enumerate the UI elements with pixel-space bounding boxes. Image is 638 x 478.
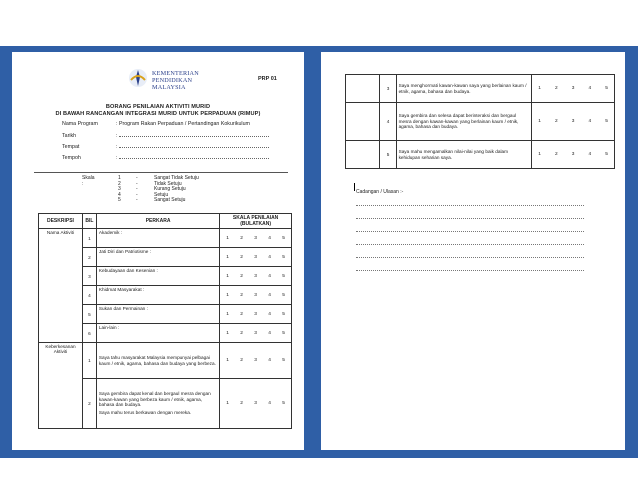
rating-scale[interactable] [220,324,292,343]
evaluation-table: DESKRIPSI BIL PERKARA SKALA PENILAIAN (BULATKAN) Nama Aktiviti 1 Akademik : 1 2 3 4 5 2 Jati Diri dan Patriotisme : 1 2 3 4 5 3 Kebudayaan dan Kesenian : 1 2 3 4 5 4 Khidmat Masyarakat : 1 2 3 4 5 5 Sukan dan Permainan : 1 2 3 4 5 6 Lain-lain : 1 2 3 4 5 Keberkesanan Aktiviti 1 Saya tahu masyarakat Malaysia mempunyai pelbagai kaum / etnik, agama, bahasa dan budaya yang berbeza. 1 2 3 4 5 2 Saya gembira dapat kenal dan bergaul mesra dengan kawan-kawan yang berbeza kaum / etnik, agama, bahasa dan budaya. Saya mahu terus berkawan dengan mereka. 1 2 3 4 5 [38,213,292,429]
comment-line[interactable] [356,244,584,245]
rating-option[interactable]: 2 [240,273,243,279]
perkara-cell: Akademik : [96,229,219,248]
rating-option[interactable]: 5 [282,358,285,363]
rating-scale[interactable] [532,103,615,141]
rating-option[interactable]: 3 [571,152,575,157]
bil-cell: 3 [82,267,96,286]
rating-option[interactable]: 5 [282,311,285,317]
page-2 [321,52,625,450]
rating-option[interactable]: 4 [268,311,271,317]
rating-option[interactable]: 5 [282,330,285,336]
page-1: KEMENTERIAN PENDIDIKAN MALAYSIA PRP 01 BORANG PENILAIAN AKTIVITI MURID DI BAWAH RANCANGAN INTEGRASI MURID UNTUK PERPADUAN (RIMUP) Nama Program : Program Rakan Perpaduan / Pertandingan Kokurikulum Tarikh : Tempat : Tempoh : Skala : 1 - Sangat Tidak Setuju 2 - Tidak Setuju 3 - Kurang Setuju 4 - Setuju 5 - Sangat Setuju DESKRIPSI BIL PERKARA SKALA PENILAIAN (BULATKAN) Nama Aktiviti 1 Akademik : 1 2 3 4 5 2 Jati Diri dan Patriotisme : 1 2 3 4 5 3 Kebudayaan dan Kesenian : 1 2 3 4 5 4 Khidmat Masyarakat : 1 2 3 4 5 5 Sukan dan Permainan : 1 2 3 4 5 6 Lain-lain : 1 2 3 4 5 Keberkesanan Aktiviti 1 Saya tahu masyarakat Malaysia mempunyai pelbagai kaum / etnik, agama, bahasa dan budaya yang berbeza. 1 2 3 4 5 2 Saya gembira dapat kenal dan bergaul mesra dengan kawan-kawan yang berbeza kaum / etnik, agama, bahasa dan budaya. Saya mahu terus berkawan dengan mereka. 1 2 3 4 5 [12,52,304,450]
rating-option[interactable]: 5 [282,273,285,279]
rating-option[interactable]: 3 [254,235,257,241]
rating-option[interactable]: 3 [571,86,575,91]
description-cell [346,141,380,169]
bil-cell: 5 [380,141,396,169]
rating-option[interactable]: 4 [268,254,271,260]
rating-option[interactable]: 2 [240,330,243,336]
rating-option[interactable]: 2 [240,235,243,241]
perkara-text: Saya mahu terus berkawan dengan mereka. [98,410,192,416]
form-subtitle: DI BAWAH RANCANGAN INTEGRASI MURID UNTUK PERPADUAN (RIMUP) [55,111,261,117]
description-cell [346,103,380,141]
rating-option[interactable]: 4 [268,235,271,241]
rating-option[interactable]: 3 [254,358,257,363]
rating-option[interactable]: 2 [240,401,243,406]
rating-option[interactable]: 5 [282,235,285,241]
rating-option[interactable]: 1 [226,235,229,241]
perkara-cell [96,379,219,429]
cadangan-label: Cadangan / Ulasan :- [356,189,404,195]
bil-cell: 6 [82,324,96,343]
evaluation-table-continued [345,74,615,169]
rating-option[interactable]: 1 [226,292,229,298]
perkara-cell: Khidmat Masyarakat : [96,286,219,305]
description-cell: Nama Aktiviti [39,229,83,343]
perkara-cell: Kebudayaan dan Kesenian : [96,267,219,286]
rating-option[interactable]: 3 [254,401,257,406]
field-nama-program: Nama Program : Program Rakan Perpaduan / Pertandingan Kokurikulum [62,121,250,127]
rating-option[interactable]: 4 [268,401,271,406]
rating-option[interactable]: 3 [254,292,257,298]
rating-option[interactable]: 5 [282,292,285,298]
rating-option[interactable]: 2 [554,119,558,124]
rating-option[interactable]: 2 [554,152,558,157]
perkara-cell: Sukan dan Permainan : [96,305,219,324]
rating-option[interactable]: 4 [268,330,271,336]
rating-scale[interactable] [220,248,292,267]
rating-option[interactable]: 1 [226,401,229,406]
rating-option[interactable]: 4 [588,119,592,124]
divider [34,172,288,173]
table-row [346,141,615,169]
perkara-cell: Lain-lain : [96,324,219,343]
rating-option[interactable]: 5 [605,86,608,91]
table-row [346,75,615,103]
bil-cell: 2 [82,379,96,429]
rating-option[interactable]: 4 [268,273,271,279]
rating-option[interactable]: 2 [240,358,243,363]
rating-option[interactable]: 1 [538,119,541,124]
bil-cell: 4 [380,103,396,141]
bil-cell: 4 [82,286,96,305]
text-cursor [354,183,355,191]
bil-cell: 5 [82,305,96,324]
rating-option[interactable]: 4 [588,86,592,91]
perkara-cell: Jati Diri dan Patriotisme : [96,248,219,267]
rating-option[interactable]: 1 [226,330,229,336]
bil-cell: 1 [82,229,96,248]
rating-option[interactable]: 4 [268,358,271,363]
rating-option[interactable]: 3 [254,330,257,336]
rating-option[interactable]: 4 [268,292,271,298]
bil-cell: 1 [82,343,96,379]
rating-option[interactable]: 1 [226,311,229,317]
perkara-cell: Saya menghormati kawan-kawan saya yang berlainan kaum / etnik, agama, bahasa dan budaya. [396,75,532,103]
rating-option[interactable]: 5 [605,119,608,124]
rating-option[interactable]: 5 [605,152,608,157]
rating-option[interactable]: 2 [554,86,558,91]
comment-line[interactable] [356,205,584,206]
rating-option[interactable]: 1 [538,152,541,157]
comment-line[interactable] [356,270,584,271]
rating-scale[interactable] [220,286,292,305]
rating-option[interactable]: 3 [254,254,257,260]
perkara-text: Saya tahu masyarakat Malaysia mempunyai pelbagai kaum / etnik, agama, bahasa dan budaya yang berbeza. [98,355,216,366]
perkara-cell: Saya mahu mengamalkan nilai-nilai yang baik dalam kehidupan seharian saya. [396,141,532,169]
field-tarikh: Tarikh : [62,132,269,139]
rating-scale[interactable] [220,229,292,248]
rating-option[interactable]: 3 [254,311,257,317]
rating-option[interactable]: 4 [588,152,592,157]
rating-option[interactable]: 2 [240,292,243,298]
table-row [39,229,292,248]
form-title: BORANG PENILAIAN AKTIVITI MURID [105,104,211,110]
bil-cell: 2 [82,248,96,267]
rating-scale[interactable] [220,267,292,286]
rating-option[interactable]: 3 [254,273,257,279]
ministry-logo-icon [128,68,148,88]
rating-option[interactable]: 5 [282,401,285,406]
comment-line[interactable] [356,218,584,219]
table-row [346,103,615,141]
rating-option[interactable]: 1 [226,273,229,279]
table-row [39,343,292,379]
rating-option[interactable]: 5 [282,254,285,260]
rating-scale[interactable] [532,141,615,169]
form-code: PRP 01 [258,76,277,82]
rating-scale[interactable] [220,343,292,379]
perkara-cell [96,343,219,379]
field-tempoh: Tempoh : [62,154,269,161]
rating-scale[interactable] [220,305,292,324]
rating-option[interactable]: 1 [226,254,229,260]
rating-option[interactable]: 2 [240,311,243,317]
rating-option[interactable]: 3 [571,119,575,124]
description-cell [346,75,380,103]
rating-option[interactable]: 1 [226,358,229,363]
perkara-cell: Saya gembira dan selesa dapat berinteraksi dan bergaul mesra dengan kawan-kawan yang berlainan kaum / etnik, agama, bahasa dan budaya. [396,103,532,141]
ministry-name: KEMENTERIAN PENDIDIKAN MALAYSIA [152,70,199,91]
description-cell: Keberkesanan Aktiviti [39,343,83,429]
rating-option[interactable]: 2 [240,254,243,260]
comment-line[interactable] [356,257,584,258]
perkara-text: Saya gembira dapat kenal dan bergaul mesra dengan kawan-kawan yang berbeza kaum / etnik, agama, bahasa dan budaya. [98,391,211,407]
bil-cell: 3 [380,75,396,103]
rating-option[interactable]: 1 [538,86,541,91]
rating-scale[interactable] [532,75,615,103]
rating-scale[interactable] [220,379,292,429]
comment-line[interactable] [356,231,584,232]
field-tempat: Tempat : [62,143,269,150]
